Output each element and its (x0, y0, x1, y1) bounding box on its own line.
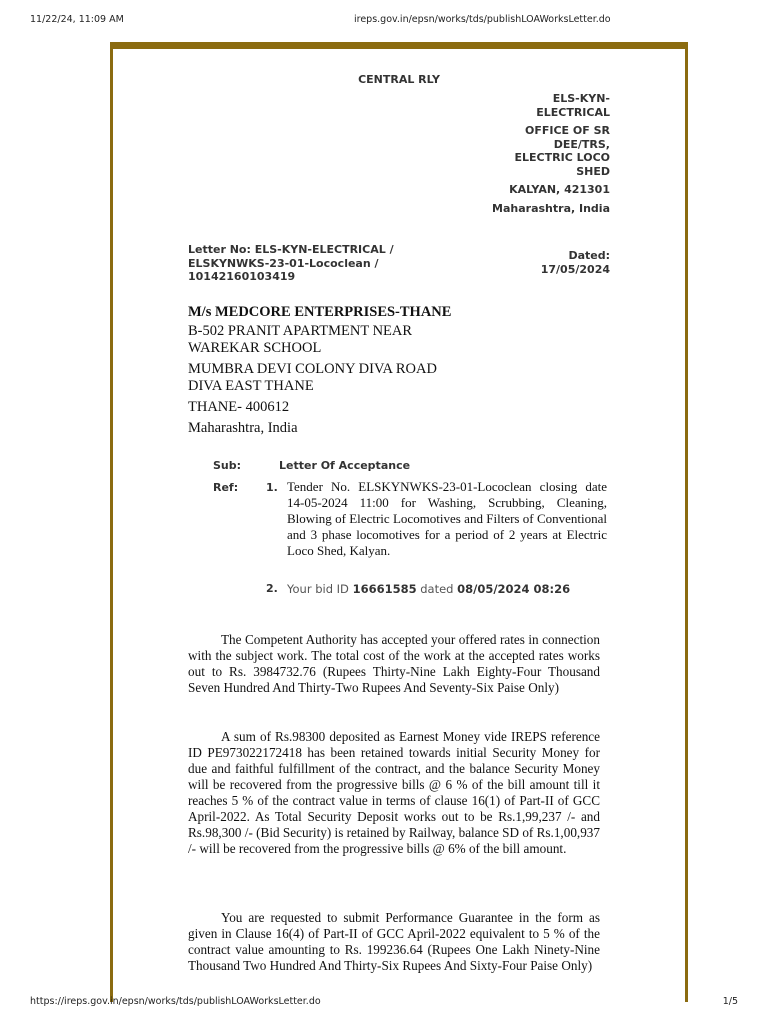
page-number: 1/5 (722, 996, 738, 1007)
subject-text: Letter Of Acceptance (279, 459, 411, 472)
body-paragraph: You are requested to submit Performance Guarantee in the form as given in Clause 16(4) of Part-II of GCC April-2022 equivalent to 5 % of the contract value amounting to Rs. 199236.64 (Rupees One Lakh Ninety-Nine Thousand Two Hundred And Thirty-Six Rupees And Sixty-Four Paise Only) (188, 910, 600, 973)
addressee-line: WAREKAR SCHOOL (188, 340, 322, 356)
office-line: ELECTRICAL (536, 105, 610, 119)
letter-frame (110, 42, 688, 1002)
letter-number (188, 243, 428, 284)
reference-text-2 (287, 582, 570, 596)
body-paragraph: The Competent Authority has accepted your offered rates in connection with the subject work. The total cost of the work at the accepted rates works out to Rs. 3984732.76 (Rupees Thirty-Nine Lakh Eighty-Four Thousand Seven Hundred And Thirty-Two Rupees And Seventy-Six Paise Only) (188, 632, 600, 695)
dated-value: 17/05/2024 (540, 262, 610, 276)
letter-number-line: Letter No: ELS-KYN-ELECTRICAL / (188, 243, 394, 256)
bid-date: 08/05/2024 08:26 (457, 582, 571, 596)
office-address (460, 92, 610, 215)
addressee-block (188, 304, 488, 437)
footer-url: https://ireps.gov.in/epsn/works/tds/publishLOAWorksLetter.do (30, 996, 321, 1007)
print-footer (30, 996, 738, 1010)
subject-label: Sub: (213, 459, 242, 472)
office-line: OFFICE OF SR (525, 124, 610, 137)
reference-number-2: 2. (266, 582, 278, 595)
bid-id: 16661585 (352, 582, 417, 596)
addressee-line: DIVA EAST THANE (188, 378, 314, 394)
addressee-line: MUMBRA DEVI COLONY DIVA ROAD (188, 361, 437, 377)
print-datetime: 11/22/24, 11:09 AM (30, 14, 124, 25)
reference-number-1: 1. (266, 481, 278, 494)
print-url: ireps.gov.in/epsn/works/tds/publishLOAWorksLetter.do (354, 14, 611, 25)
office-line: DEE/TRS, (553, 137, 610, 151)
office-line: SHED (576, 164, 610, 178)
office-line: ELECTRIC LOCO (514, 151, 610, 164)
dated-label: Dated: (568, 249, 610, 262)
body-paragraph: A sum of Rs.98300 deposited as Earnest Money vide IREPS reference ID PE973022172418 has been retained towards initial Security Money for due and faithful fulfillment of the contract, and the balance Security Money will be recovered from the progressive bills @ 6 % of the bill amount till it reaches 5 % of the contract value in terms of clause 16(1) of Part-II of GCC April-2022. As Total Security Deposit works out to be Rs.1,99,237 /- and Rs.98,300 /- (Bid Security) is retained by Railway, balance SD of Rs.1,00,937 /- will be recovered from the progressive bills @ 6% of the bill amount. (188, 729, 600, 856)
letter-date (490, 249, 610, 276)
bid-prefix: Your bid ID (287, 582, 353, 596)
bid-mid: dated (416, 582, 458, 596)
reference-label: Ref: (213, 481, 239, 494)
office-state: Maharashtra, India (492, 201, 610, 215)
reference-text-1: Tender No. ELSKYNWKS-23-01-Lococlean closing date 14-05-2024 11:00 for Washing, Scrubbing, Cleaning, Blowing of Electric Locomotives and Filters of Conventional and 3 phase locomotives for a period of 2 years at Electric Loco Shed, Kalyan. (287, 479, 607, 558)
addressee-name: M/s MEDCORE ENTERPRISES-THANE (188, 304, 452, 320)
addressee-line: B-502 PRANIT APARTMENT NEAR (188, 323, 413, 339)
addressee-pin: THANE- 400612 (188, 399, 290, 415)
office-city: KALYAN, 421301 (509, 183, 610, 196)
organization-name: CENTRAL RLY (358, 73, 440, 86)
letter-number-line: 10142160103419 (188, 270, 296, 283)
office-line: ELS-KYN- (552, 92, 610, 105)
letter-number-line: ELSKYNWKS-23-01-Lococlean / (188, 256, 379, 270)
addressee-state: Maharashtra, India (188, 420, 298, 436)
print-header (30, 14, 738, 28)
